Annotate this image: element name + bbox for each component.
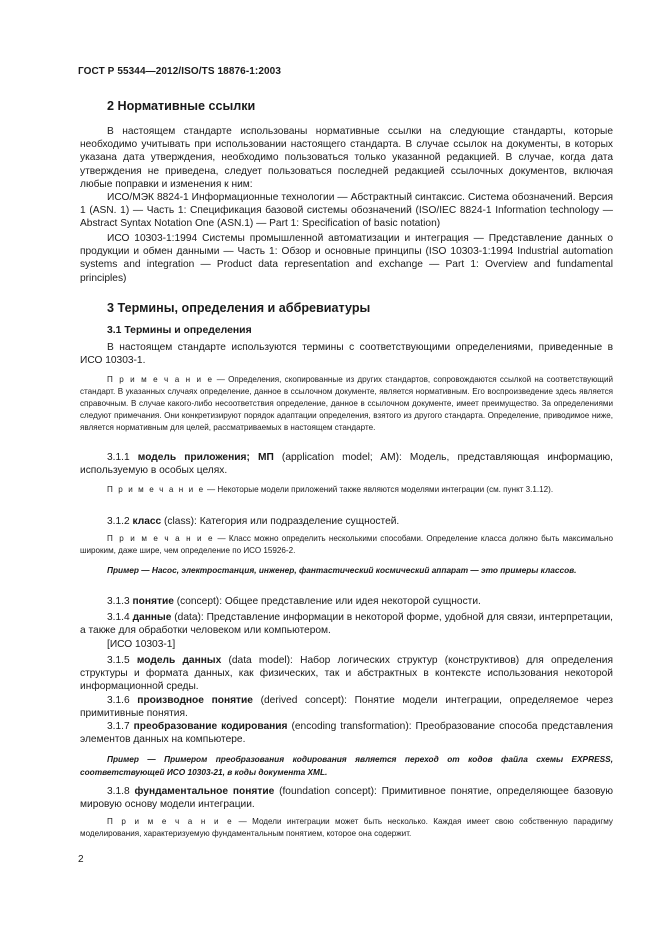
term-name: данные bbox=[132, 612, 172, 623]
term-number: 3.1.4 bbox=[107, 612, 133, 623]
note-label: П р и м е ч а н и е bbox=[107, 485, 205, 494]
term-3-1-3 bbox=[80, 595, 613, 608]
term-3-1-7 bbox=[80, 720, 613, 746]
note-class bbox=[80, 533, 613, 557]
note-text: — Класс можно определить несколькими способами. Определение класса должно быть максимально широким, даже шире, чем определение по ИСО 15926-2. bbox=[80, 534, 613, 555]
term-3-1-1 bbox=[80, 451, 613, 477]
term-3-1-6 bbox=[80, 694, 613, 720]
section-2-title: 2 Нормативные ссылки bbox=[107, 99, 256, 113]
note-label: П р и м е ч а н и е bbox=[107, 817, 234, 826]
term-3-1-5 bbox=[80, 654, 613, 694]
term-3-1-8 bbox=[80, 785, 613, 811]
term-name: модель приложения; МП bbox=[137, 452, 274, 463]
example-encoding: Пример — Примером преобразования кодирования является переход от кодов файла схемы EXPRESS, соответствующей ИСО 10303-21, в коды документа XML. bbox=[80, 754, 613, 777]
term-number: 3.1.2 bbox=[107, 516, 133, 527]
note-label: П р и м е ч а н и е bbox=[107, 375, 214, 384]
term-definition: (concept): Общее представление или идея некоторой сущности. bbox=[173, 596, 481, 607]
document-header: ГОСТ Р 55344—2012/ISO/TS 18876-1:2003 bbox=[78, 66, 281, 77]
term-name: производное понятие bbox=[137, 695, 253, 706]
term-3-1-2 bbox=[80, 515, 613, 528]
note-text: — Модели интеграции может быть несколько. Каждая имеет свою собственную парадигму моделирования, характеризуемую фундаментальным понятием, которое она содержит. bbox=[80, 817, 613, 838]
note-text: — Определения, скопированные из других стандартов, сопровождаются ссылкой на соответствующий стандарт. В указанных случаях определение, данное в ссылочном документе, является нормативным. Его воспроизведение здесь является справочным. В случае какого-либо несоответствия определение, данное в ссылочном документе, имеет преимущество. За определениями следуют примечания. Они конкретизируют порядок адаптации определения, взятого из другого стандарта. Определение, приводимое ниже, является нормативным для целей, рассматриваемых в настоящем стандарте. bbox=[80, 375, 613, 432]
reference-iso-8824-1: ИСО/МЭК 8824-1 Информационные технологии — Абстрактный синтаксис. Система обозначений. Версия 1 (ASN. 1) — Часть 1: Спецификация базовой системы обозначений (ISO/IEC 8824-1 Information technology — Abstract Syntax Notation One (ASN.1) — Part 1: Specification of basic notation) bbox=[80, 192, 613, 230]
reference-iso-10303-1: ИСО 10303-1:1994 Системы промышленной автоматизации и интеграция — Представление данных о продукции и обмен данными — Часть 1: Обзор и основные принципы (ISO 10303-1:1994 Industrial automation systems and integration — Product data representation and exchange — Part 1: Overview and fundamental principles) bbox=[80, 233, 613, 284]
note-text: — Некоторые модели приложений также являются моделями интеграции (см. пункт 3.1.12). bbox=[204, 485, 554, 494]
term-3-1-4-source: [ИСО 10303-1] bbox=[107, 639, 176, 650]
term-3-1-4 bbox=[80, 611, 613, 637]
term-name: понятие bbox=[132, 596, 174, 607]
section-2-intro: В настоящем стандарте использованы нормативные ссылки на следующие стандарты, которые необходимо учитывать при использовании настоящего стандарта. В случае ссылок на документы, в которых указана дата утверждения, необходимо пользоваться только указанной редакцией. В случае, когда дата утверждения не приведена, следует пользоваться последней редакцией ссылочных документов, включая любые поправки и изменения к ним: bbox=[80, 126, 613, 190]
note-integration-models bbox=[80, 816, 613, 840]
term-name: модель данных bbox=[136, 655, 222, 666]
term-number: 3.1.3 bbox=[107, 596, 133, 607]
term-number: 3.1.7 bbox=[107, 721, 134, 732]
subsection-3-1-title: 3.1 Термины и определения bbox=[107, 325, 252, 336]
term-definition: (data): Представление информации в некоторой форме, удобной для связи, интерпретации, а также для обработки человеком или компьютером. bbox=[80, 612, 613, 637]
term-name: фундаментальное понятие bbox=[134, 786, 275, 797]
term-number: 3.1.5 bbox=[107, 655, 137, 666]
section-3-1-intro: В настоящем стандарте используются термины с соответствующими определениями, приведенные в ИСО 10303-1. bbox=[80, 342, 613, 367]
note-label: П р и м е ч а н и е bbox=[107, 534, 215, 543]
note-application-model bbox=[80, 484, 613, 496]
term-number: 3.1.1 bbox=[107, 452, 138, 463]
term-definition: (class): Категория или подразделение сущностей. bbox=[161, 516, 400, 527]
page-number: 2 bbox=[78, 854, 84, 865]
term-definition: (encoding transformation): Преобразование способа представления элементов данных на компьютере. bbox=[80, 721, 613, 746]
term-definition: (foundation concept): Примитивное понятие, определяющее базовую мировую основу модели интеграции. bbox=[80, 786, 613, 811]
term-number: 3.1.6 bbox=[107, 695, 138, 706]
term-definition: (derived concept): Понятие модели интеграции, определяемое через примитивные понятия. bbox=[80, 695, 614, 720]
term-definition: (data model): Набор логических структур (конструктивов) для определения структуры и формата данных, как физических, так и абстрактных в контексте использования некоторой информационной среды. bbox=[80, 655, 613, 693]
term-definition: (application model; AM): Модель, представляющая информацию, используемую в особых целях. bbox=[80, 452, 613, 477]
section-3-title: 3 Термины, определения и аббревиатуры bbox=[107, 301, 371, 315]
term-name: класс bbox=[132, 516, 162, 527]
note-definitions bbox=[80, 374, 613, 434]
example-classes: Пример — Насос, электростанция, инженер, фантастический космический аппарат — это примеры классов. bbox=[107, 565, 577, 575]
term-number: 3.1.8 bbox=[107, 786, 135, 797]
term-name: преобразование кодирования bbox=[133, 721, 288, 732]
